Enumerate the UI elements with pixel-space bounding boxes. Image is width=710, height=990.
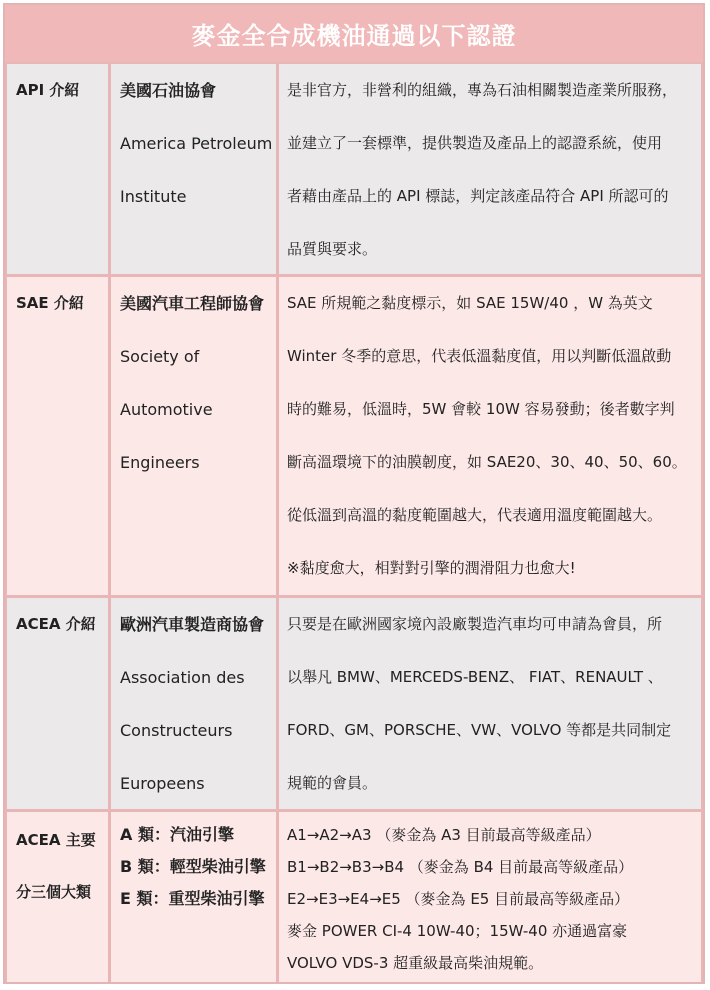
- organization-cell: [111, 598, 276, 809]
- category-heavy-diesel: E 類：重型柴油引擎: [120, 889, 265, 908]
- row-label: 分三個大類: [16, 883, 92, 901]
- description-line: 斷高溫環境下的油膜韌度，如 SAE20、30、40、50、60。: [287, 453, 687, 471]
- row-label: API 介紹: [16, 81, 80, 99]
- description-line: FORD、GM、PORSCHE、VW、VOLVO 等都是共同制定: [287, 721, 672, 739]
- description-line: 並建立了一套標準，提供製造及產品上的認證系統，使用: [287, 134, 663, 152]
- table-row-acea-categories: [5, 812, 703, 982]
- row-label: ACEA 介紹: [16, 615, 96, 633]
- description-line: 麥金 POWER CI-4 10W-40；15W-40 亦通過富豪: [287, 922, 628, 940]
- table-row-sae: [5, 277, 703, 595]
- row-label: ACEA 主要: [16, 831, 96, 849]
- description-line: Winter 冬季的意思，代表低溫黏度值，用以判斷低溫啟動: [287, 347, 672, 365]
- description-cell: [279, 64, 701, 274]
- organization-name-en: Automotive: [120, 400, 213, 419]
- table-row-api: [5, 64, 703, 274]
- organization-name-en: Constructeurs: [120, 721, 233, 740]
- description-cell: [279, 812, 701, 982]
- organization-cell: [111, 64, 276, 274]
- category-cell: [111, 812, 276, 982]
- description-line: ※黏度愈大，相對對引擎的潤滑阻力也愈大!: [287, 559, 576, 577]
- description-line: 品質與要求。: [287, 240, 378, 258]
- description-line: SAE 所規範之黏度標示，如 SAE 15W/40 ，W 為英文: [287, 294, 653, 312]
- organization-name-en: Society of: [120, 347, 200, 366]
- organization-name-zh: 美國汽車工程師協會: [120, 294, 265, 313]
- description-line: 以舉凡 BMW、MERCEDS-BENZ、 FIAT、RENAULT 、: [287, 668, 663, 686]
- table-row-acea: [5, 598, 703, 809]
- description-line: 只要是在歐洲國家境內設廠製造汽車均可申請為會員，所: [287, 615, 663, 633]
- description-line: B1→B2→B3→B4 （麥金為 B4 目前最高等級產品）: [287, 858, 634, 876]
- category-light-diesel: B 類：輕型柴油引擎: [120, 857, 266, 876]
- row-label-cell: [7, 812, 108, 982]
- description-line: 規範的會員。: [287, 774, 378, 792]
- organization-name-en: Europeens: [120, 774, 205, 793]
- description-cell: [279, 598, 701, 809]
- description-line: A1→A2→A3 （麥金為 A3 目前最高等級產品）: [287, 826, 601, 844]
- row-label: SAE 介紹: [16, 294, 84, 312]
- description-line: 者藉由產品上的 API 標誌，判定該產品符合 API 所認可的: [287, 187, 669, 205]
- row-label-cell: [7, 64, 108, 274]
- description-line: 是非官方，非營利的組織，專為石油相關製造產業所服務，: [287, 81, 678, 99]
- description-cell: [279, 277, 701, 595]
- table-title: 麥金全合成機油通過以下認證: [5, 5, 703, 62]
- row-label-cell: [7, 598, 108, 809]
- organization-name-en: Association des: [120, 668, 245, 687]
- description-line: VOLVO VDS-3 超重級最高柴油規範。: [287, 954, 544, 972]
- organization-cell: [111, 277, 276, 595]
- organization-name-en: Institute: [120, 187, 187, 206]
- certification-table: [3, 3, 705, 984]
- description-line: E2→E3→E4→E5 （麥金為 E5 目前最高等級產品）: [287, 890, 630, 908]
- row-label-cell: [7, 277, 108, 595]
- category-gasoline: A 類：汽油引擎: [120, 825, 234, 844]
- description-line: 從低溫到高溫的黏度範圍越大，代表適用溫度範圍越大。: [287, 506, 663, 524]
- organization-name-zh: 美國石油協會: [120, 81, 217, 100]
- organization-name-en: Engineers: [120, 453, 200, 472]
- organization-name-en: America Petroleum: [120, 134, 273, 153]
- organization-name-zh: 歐洲汽車製造商協會: [120, 615, 265, 634]
- description-line: 時的難易，低溫時，5W 會較 10W 容易發動；後者數字判: [287, 400, 675, 418]
